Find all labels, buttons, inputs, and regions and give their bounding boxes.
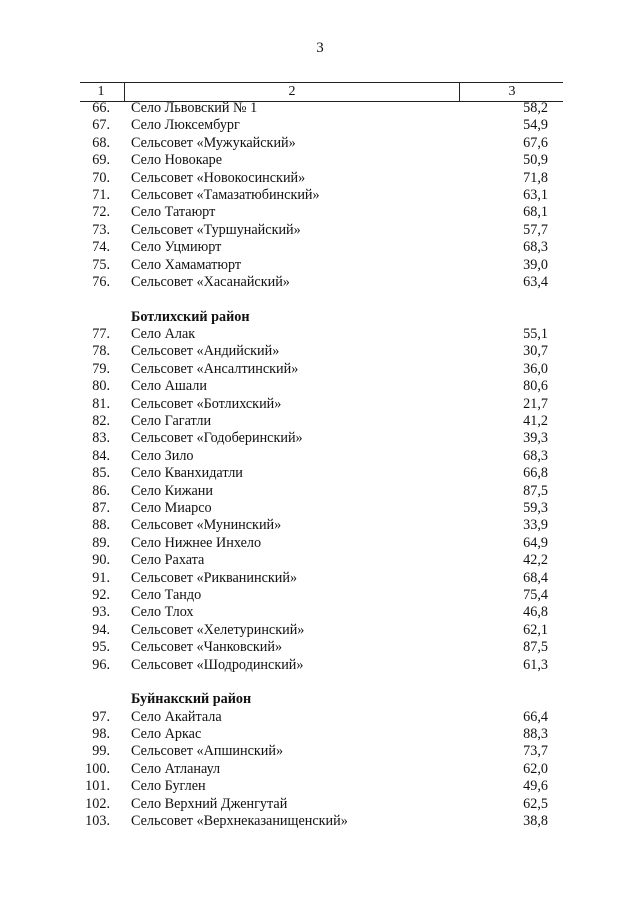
row-name: Село Нижнее Инхело (131, 534, 262, 551)
row-name: Село Хамаматюрт (131, 256, 242, 273)
row-value: 73,7 (523, 743, 548, 760)
row-name: Сельсовет «Тамазатюбинский» (131, 186, 320, 203)
row-name: Село Аркас (131, 726, 202, 743)
row-number: 94. (92, 621, 110, 638)
row-number: 75. (92, 256, 110, 273)
row-name: Сельсовет «Годоберинский» (131, 430, 303, 447)
row-number: 76. (92, 273, 110, 290)
row-value: 68,3 (523, 447, 548, 464)
row-number: 70. (92, 169, 110, 186)
table-row (0, 396, 640, 413)
row-number: 99. (92, 743, 110, 760)
row-number: 103. (85, 813, 110, 830)
row-name: Село Татаюрт (131, 204, 216, 221)
row-name: Село Атланаул (131, 760, 221, 777)
row-number: 84. (92, 447, 110, 464)
row-number: 80. (92, 378, 110, 395)
row-name: Село Кижани (131, 482, 213, 499)
row-number: 98. (92, 726, 110, 743)
table-row (0, 796, 640, 813)
row-number: 82. (92, 413, 110, 430)
row-name: Село Львовский № 1 (131, 100, 258, 116)
table-row (0, 326, 640, 343)
row-value: 88,3 (523, 726, 548, 743)
table-row (0, 170, 640, 187)
section-title: Ботлихский район (131, 308, 250, 325)
row-value: 68,3 (523, 239, 548, 256)
row-number: 77. (92, 326, 110, 343)
row-value: 33,9 (523, 517, 548, 534)
row-name: Сельсовет «Верхнеказанищенский» (131, 813, 348, 830)
table-row (0, 152, 640, 169)
row-number: 81. (92, 395, 110, 412)
table-row (0, 430, 640, 447)
row-value: 36,0 (523, 360, 548, 377)
row-name: Село Уцмиюрт (131, 239, 222, 256)
row-value: 66,8 (523, 465, 548, 482)
row-number: 67. (92, 117, 110, 134)
table-row (0, 604, 640, 621)
table-row (0, 274, 640, 291)
row-name: Сельсовет «Шодродинский» (131, 656, 304, 673)
row-value: 21,7 (523, 395, 548, 412)
table-row (0, 726, 640, 743)
row-value: 68,4 (523, 569, 548, 586)
row-name: Село Алак (131, 326, 196, 343)
row-value: 46,8 (523, 604, 548, 621)
row-number: 69. (92, 152, 110, 169)
row-value: 55,1 (523, 326, 548, 343)
table-row (0, 709, 640, 726)
row-name: Сельсовет «Мужукайский» (131, 134, 296, 151)
row-value: 30,7 (523, 343, 548, 360)
row-name: Село Ашали (131, 378, 207, 395)
table-row (0, 657, 640, 674)
row-value: 39,0 (523, 256, 548, 273)
header-col-2: 2 (124, 83, 459, 101)
section-heading (0, 691, 640, 708)
row-name: Сельсовет «Мунинский» (131, 517, 282, 534)
row-value: 59,3 (523, 499, 548, 516)
row-value: 49,6 (523, 778, 548, 795)
row-name: Село Тлох (131, 604, 194, 621)
table-row (0, 743, 640, 760)
table-row (0, 570, 640, 587)
row-number: 101. (85, 778, 110, 795)
row-number: 102. (85, 795, 110, 812)
row-name: Село Акайтала (131, 708, 222, 725)
row-name: Село Кванхидатли (131, 465, 243, 482)
row-value: 71,8 (523, 169, 548, 186)
table-row (0, 639, 640, 656)
row-number: 66. (92, 100, 110, 116)
header-col-3: 3 (459, 83, 564, 101)
table-row (0, 257, 640, 274)
row-value: 39,3 (523, 430, 548, 447)
section-heading (0, 309, 640, 326)
row-name: Сельсовет «Ансалтинский» (131, 360, 299, 377)
row-number: 78. (92, 343, 110, 360)
table-row (0, 813, 640, 830)
row-number: 72. (92, 204, 110, 221)
table-row (0, 239, 640, 256)
row-value: 62,5 (523, 795, 548, 812)
table-row (0, 361, 640, 378)
row-value: 57,7 (523, 221, 548, 238)
row-name: Село Гагатли (131, 413, 212, 430)
row-value: 41,2 (523, 413, 548, 430)
row-value: 58,2 (523, 100, 548, 116)
row-value: 63,4 (523, 273, 548, 290)
row-value: 75,4 (523, 586, 548, 603)
table-row (0, 552, 640, 569)
row-number: 68. (92, 134, 110, 151)
row-value: 42,2 (523, 552, 548, 569)
table-row (0, 587, 640, 604)
row-number: 90. (92, 552, 110, 569)
table-body (0, 100, 640, 830)
table-row (0, 778, 640, 795)
section-spacer (0, 674, 640, 691)
table-row (0, 378, 640, 395)
section-title: Буйнакский район (131, 691, 252, 708)
row-number: 74. (92, 239, 110, 256)
table-row (0, 222, 640, 239)
row-number: 93. (92, 604, 110, 621)
row-number: 87. (92, 499, 110, 516)
table-row (0, 413, 640, 430)
row-value: 38,8 (523, 813, 548, 830)
row-number: 89. (92, 534, 110, 551)
row-number: 83. (92, 430, 110, 447)
row-number: 88. (92, 517, 110, 534)
row-name: Сельсовет «Рикванинский» (131, 569, 298, 586)
row-value: 67,6 (523, 134, 548, 151)
row-value: 80,6 (523, 378, 548, 395)
table-row (0, 622, 640, 639)
page-number: 3 (316, 40, 324, 56)
row-number: 96. (92, 656, 110, 673)
row-value: 62,0 (523, 760, 548, 777)
row-number: 85. (92, 465, 110, 482)
row-name: Сельсовет «Хасанайский» (131, 273, 290, 290)
row-value: 54,9 (523, 117, 548, 134)
table-row (0, 448, 640, 465)
table-row (0, 343, 640, 360)
row-value: 50,9 (523, 152, 548, 169)
table-row (0, 500, 640, 517)
row-number: 79. (92, 360, 110, 377)
row-value: 63,1 (523, 186, 548, 203)
row-name: Село Тандо (131, 586, 202, 603)
table-row (0, 465, 640, 482)
table-row (0, 517, 640, 534)
row-name: Село Новокаре (131, 152, 223, 169)
table-header (80, 82, 563, 102)
table-row (0, 117, 640, 134)
row-value: 87,5 (523, 639, 548, 656)
section-spacer (0, 291, 640, 308)
table-row (0, 135, 640, 152)
row-name: Сельсовет «Чанковский» (131, 639, 283, 656)
table-row (0, 204, 640, 221)
row-name: Сельсовет «Андийский» (131, 343, 280, 360)
row-name: Село Рахата (131, 552, 205, 569)
row-name: Сельсовет «Новокосинский» (131, 169, 306, 186)
row-number: 97. (92, 708, 110, 725)
row-name: Сельсовет «Апшинский» (131, 743, 284, 760)
row-name: Село Миарсо (131, 499, 212, 516)
row-name: Село Буглен (131, 778, 206, 795)
row-name: Сельсовет «Хелетуринский» (131, 621, 305, 638)
row-name: Сельсовет «Туршунайский» (131, 221, 301, 238)
row-value: 66,4 (523, 708, 548, 725)
row-number: 92. (92, 586, 110, 603)
table-row (0, 535, 640, 552)
row-number: 73. (92, 221, 110, 238)
row-number: 95. (92, 639, 110, 656)
row-number: 86. (92, 482, 110, 499)
row-name: Село Верхний Дженгутай (131, 795, 288, 812)
row-number: 100. (85, 760, 110, 777)
row-value: 64,9 (523, 534, 548, 551)
row-name: Село Люксембург (131, 117, 240, 134)
row-name: Сельсовет «Ботлихский» (131, 395, 282, 412)
table-row (0, 483, 640, 500)
table-row (0, 761, 640, 778)
header-col-1: 1 (97, 84, 105, 99)
row-value: 68,1 (523, 204, 548, 221)
table-row (0, 187, 640, 204)
row-value: 87,5 (523, 482, 548, 499)
table-row (0, 100, 640, 117)
row-number: 91. (92, 569, 110, 586)
row-value: 62,1 (523, 621, 548, 638)
row-name: Село Зило (131, 447, 194, 464)
row-value: 61,3 (523, 656, 548, 673)
row-number: 71. (92, 186, 110, 203)
